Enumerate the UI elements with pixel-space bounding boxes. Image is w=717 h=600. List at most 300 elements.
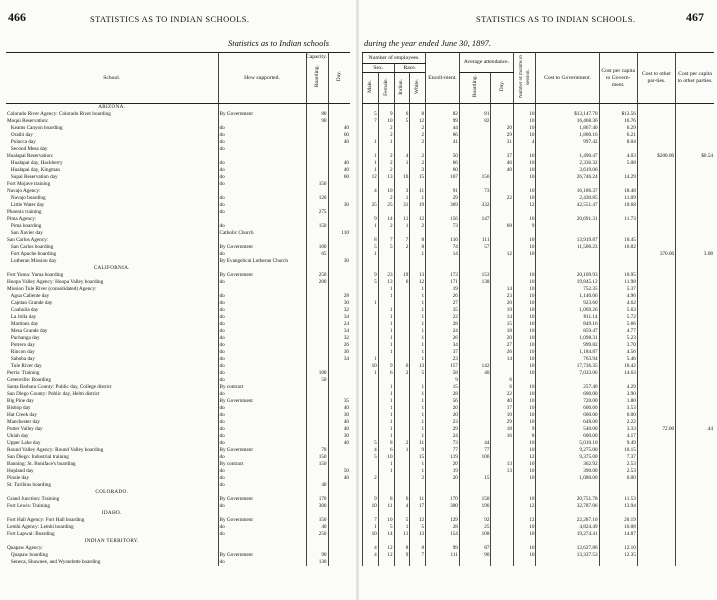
white: 1	[410, 251, 426, 258]
indian-header-label: Indian.	[398, 78, 405, 95]
cost-to-other-parties	[637, 363, 675, 370]
months-in-session: 10	[513, 132, 536, 139]
months-in-session: 10	[513, 272, 536, 279]
right-table-row	[363, 174, 715, 181]
capacity-boarding: 250	[306, 531, 328, 538]
day-header-label: Day.	[335, 71, 342, 82]
cost-to-other-parties	[637, 300, 675, 307]
attendance-day	[491, 440, 514, 447]
female: 1	[378, 293, 394, 300]
capacity-boarding	[306, 230, 328, 237]
right-table-row	[363, 153, 715, 160]
empty-cell	[218, 489, 306, 496]
attendance-day: 13	[491, 468, 514, 475]
how-supported: By Government	[218, 552, 306, 559]
capacity-day	[328, 482, 350, 489]
left-table-row	[6, 496, 350, 503]
per-capita-government: 2.53	[599, 468, 637, 475]
attendance-day: 14	[491, 314, 514, 321]
how-supported	[218, 118, 306, 125]
capacity-boarding: 120	[306, 195, 328, 202]
how-supported: do	[218, 524, 306, 531]
cost-to-government: 720.00	[536, 398, 599, 405]
per-capita-government: 3.33	[599, 426, 637, 433]
school-name: Fort Lewis: Training	[7, 503, 50, 509]
per-capita-government: 20.19	[599, 517, 637, 524]
months-in-session: 10	[513, 328, 536, 335]
attendance-boarding	[459, 195, 491, 202]
capacity-boarding: 130	[306, 559, 328, 566]
right-table-row	[363, 139, 715, 146]
enrollment: 73	[426, 223, 460, 230]
months-in-session	[513, 377, 536, 384]
cost-to-other-parties	[637, 342, 675, 349]
cost-other-header: Cost to other par-ties.	[637, 53, 675, 104]
left-table-row	[6, 349, 350, 356]
female	[378, 475, 394, 482]
school-name: Little Water day	[7, 202, 45, 208]
white: 1	[410, 461, 426, 468]
school-name: Hualapai day, Kingman	[7, 167, 60, 173]
per-capita-government: 16.82	[599, 244, 637, 251]
enrollment: 99	[426, 118, 460, 125]
attendance-day: 40	[491, 398, 514, 405]
attendance-boarding	[459, 559, 491, 566]
empty-cell	[459, 489, 491, 496]
school-name: Grand Junction: Training	[7, 496, 60, 502]
enrollment	[426, 258, 460, 265]
female	[378, 209, 394, 216]
white: 12	[410, 118, 426, 125]
attendance-boarding	[459, 223, 491, 230]
per-capita-other-parties	[676, 321, 714, 328]
female: 1	[378, 286, 394, 293]
school-name: Pima boarding	[7, 223, 42, 229]
school-name: Lemhi Agency: Lemhi boarding	[7, 524, 74, 530]
attendance-boarding	[459, 377, 491, 384]
how-supported: do	[218, 426, 306, 433]
cost-to-government: 5,010.10	[536, 440, 599, 447]
per-capita-other-parties	[676, 139, 714, 146]
right-table-row	[363, 370, 715, 377]
capacity-day: 40	[328, 167, 350, 174]
indian	[394, 454, 410, 461]
male: 25	[371, 202, 377, 208]
left-section-row	[6, 265, 350, 272]
left-table-row	[6, 251, 350, 258]
capacity-day	[328, 188, 350, 195]
cost-to-other-parties	[637, 195, 675, 202]
empty-cell	[410, 104, 426, 112]
female: 14	[378, 531, 394, 538]
empty-cell	[306, 265, 328, 272]
white: 1	[410, 342, 426, 349]
right-table-row	[363, 517, 715, 524]
per-capita-government: 5.66	[599, 321, 637, 328]
cost-to-other-parties	[637, 188, 675, 195]
months-header-label: Number of months in session.	[518, 55, 531, 98]
per-capita-other-parties	[676, 384, 714, 391]
attendance-day	[491, 545, 514, 552]
school-name: Hopland day	[7, 468, 34, 474]
capacity-day	[328, 223, 350, 230]
female: 1	[378, 328, 394, 335]
capacity-boarding	[306, 216, 328, 223]
indian: 1	[394, 524, 410, 531]
per-capita-government: 10.42	[599, 363, 637, 370]
school-name: Pinole day	[7, 475, 30, 481]
school-name: Mission Tule River (consolidated) Agency:	[7, 286, 97, 292]
female	[378, 300, 394, 307]
female: 5	[378, 524, 394, 531]
attendance-boarding: 73	[459, 188, 491, 195]
right-page	[358, 0, 717, 600]
months-in-session: 12	[513, 454, 536, 461]
male	[363, 559, 379, 566]
months-in-session: 4	[513, 139, 536, 146]
cost-to-other-parties	[637, 286, 675, 293]
per-capita-other-parties	[676, 307, 714, 314]
male	[363, 377, 379, 384]
capacity-boarding	[306, 433, 328, 440]
left-table-row	[6, 475, 350, 482]
male: 1	[374, 300, 377, 306]
attendance-boarding	[459, 230, 491, 237]
how-supported: By Government	[218, 272, 306, 279]
capacity-day: 28	[328, 293, 350, 300]
cost-to-other-parties	[637, 503, 675, 510]
cost-to-other-parties: 370.00	[637, 251, 675, 258]
enrollment: 156	[426, 216, 460, 223]
left-table-row	[6, 125, 350, 132]
empty-cell	[513, 510, 536, 517]
right-table-row	[363, 349, 715, 356]
empty-cell	[363, 538, 379, 545]
months-in-session: 10	[513, 545, 536, 552]
cost-to-other-parties	[637, 216, 675, 223]
empty-cell	[306, 538, 328, 545]
male: 12	[371, 174, 377, 180]
enrollment: 20	[426, 405, 460, 412]
attendance-day: 20	[491, 300, 514, 307]
left-table-row	[6, 237, 350, 244]
per-capita-other-parties	[676, 370, 714, 377]
right-table-row	[363, 496, 715, 503]
attendance-boarding	[459, 132, 491, 139]
cost-to-other-parties	[637, 181, 675, 188]
enrollment: 23	[426, 419, 460, 426]
indian	[394, 209, 410, 216]
empty-cell	[536, 104, 599, 112]
per-capita-government: 5.63	[599, 307, 637, 314]
how-supported: do	[218, 125, 306, 132]
school-name: Hualapai day, Hackberry	[7, 160, 63, 166]
capacity-boarding	[306, 300, 328, 307]
capacity-day	[328, 251, 350, 258]
cost-to-government: 9,275.00	[536, 447, 599, 454]
female: 9	[378, 363, 394, 370]
cost-to-government: 20,109.93	[536, 272, 599, 279]
male: 5	[374, 111, 377, 117]
capacity-boarding: 150	[306, 461, 328, 468]
indian: 8	[394, 545, 410, 552]
empty-cell	[378, 265, 394, 272]
attendance-day: 29	[491, 132, 514, 139]
female: 1	[378, 307, 394, 314]
white: 15	[410, 174, 426, 181]
indian	[394, 482, 410, 489]
how-supported: do	[218, 293, 306, 300]
months-in-session: 10	[513, 461, 536, 468]
cost-to-other-parties	[637, 293, 675, 300]
empty-cell	[328, 489, 350, 496]
right-table-row	[363, 475, 715, 482]
attendance-boarding	[459, 181, 491, 188]
cost-to-government: 19,845.12	[536, 279, 599, 286]
left-table-row	[6, 300, 350, 307]
indian	[394, 286, 410, 293]
cost-to-government: 859.47	[536, 328, 599, 335]
attendance-day	[491, 475, 514, 482]
left-page	[0, 0, 358, 600]
enrollment: 34	[426, 342, 460, 349]
right-table-row	[363, 118, 715, 125]
per-capita-other-parties	[676, 202, 714, 209]
capacity-day	[328, 279, 350, 286]
right-table-row	[363, 195, 715, 202]
empty-cell	[378, 538, 394, 545]
attendance-day: 22	[491, 391, 514, 398]
female	[378, 251, 394, 258]
cost-to-other-parties	[637, 125, 675, 132]
per-capita-other-parties	[676, 398, 714, 405]
capacity-boarding: 70	[306, 447, 328, 454]
empty-cell	[536, 510, 599, 517]
left-table-row	[6, 531, 350, 538]
male	[363, 405, 379, 412]
enrollment: 369	[426, 202, 460, 209]
empty-cell	[378, 510, 394, 517]
cost-to-other-parties	[637, 391, 675, 398]
female-header	[378, 73, 394, 104]
male: 4	[374, 188, 377, 194]
attendance-boarding	[459, 139, 491, 146]
empty-cell	[676, 538, 714, 545]
school-name: Pachanga day	[7, 335, 40, 341]
female: 2	[378, 160, 394, 167]
empty-cell	[513, 538, 536, 545]
per-capita-other-parties	[676, 482, 714, 489]
left-table-row	[6, 405, 350, 412]
white: 1	[410, 412, 426, 419]
enrollment: 26	[426, 335, 460, 342]
per-capita-government	[599, 167, 637, 174]
enrollment: 50	[426, 153, 460, 160]
attendance-boarding: 77	[459, 447, 491, 454]
attendance-boarding	[459, 342, 491, 349]
female: 1	[378, 426, 394, 433]
capacity-day	[328, 111, 350, 118]
per-capita-other-parties	[676, 475, 714, 482]
right-table-row	[363, 328, 715, 335]
per-capita-government: 3.70	[599, 342, 637, 349]
white: 1	[410, 468, 426, 475]
per-capita-other-parties	[676, 118, 714, 125]
male: 4	[374, 545, 377, 551]
white: 1	[410, 398, 426, 405]
per-capita-other-parties	[676, 272, 714, 279]
indian	[394, 475, 410, 482]
school-name: Greenville: Boarding	[7, 377, 51, 383]
empty-cell	[536, 538, 599, 545]
empty-cell	[676, 510, 714, 517]
enrollment: 173	[426, 272, 460, 279]
male	[363, 391, 379, 398]
capacity-boarding	[306, 321, 328, 328]
left-table-row	[6, 335, 350, 342]
capacity-day	[328, 461, 350, 468]
indian	[394, 258, 410, 265]
attendance-day	[491, 111, 514, 118]
left-table-row	[6, 482, 350, 489]
capacity-boarding: 100	[306, 370, 328, 377]
capacity-day: 30	[328, 300, 350, 307]
per-capita-other-parties	[676, 454, 714, 461]
right-table-row	[363, 426, 715, 433]
school-name: Moqui Reservation:	[7, 118, 49, 124]
boarding-header-label: Boarding.	[313, 65, 320, 88]
capacity-day: 24	[328, 321, 350, 328]
male: 7	[374, 118, 377, 124]
right-section-row	[363, 104, 715, 112]
attendance-boarding: 196	[459, 503, 491, 510]
female: 1	[378, 461, 394, 468]
cost-to-government	[536, 230, 599, 237]
white: 11	[410, 496, 426, 503]
white	[410, 258, 426, 265]
attendance-day	[491, 230, 514, 237]
right-table-row	[363, 419, 715, 426]
cost-to-other-parties	[637, 118, 675, 125]
school-name: Hat Creek day	[7, 412, 37, 418]
empty-cell	[363, 104, 379, 112]
male	[363, 125, 379, 132]
per-capita-other-parties: 3.08	[676, 251, 714, 258]
per-capita-government: 11.53	[599, 496, 637, 503]
how-supported: do	[218, 195, 306, 202]
months-in-session	[513, 146, 536, 153]
right-table-row	[363, 384, 715, 391]
per-capita-government: 4.03	[599, 153, 637, 160]
female	[378, 482, 394, 489]
capacity-boarding: 100	[306, 244, 328, 251]
capacity-boarding	[306, 335, 328, 342]
cost-to-other-parties	[637, 146, 675, 153]
employees-header: Number of employees.	[363, 53, 426, 64]
per-capita-other-parties: .44	[676, 426, 714, 433]
indian	[394, 405, 410, 412]
per-capita-government: 18.48	[599, 188, 637, 195]
left-section-row	[6, 510, 350, 517]
how-supported: do	[218, 209, 306, 216]
capacity-day	[328, 377, 350, 384]
white: 1	[410, 405, 426, 412]
female	[378, 559, 394, 566]
months-in-session: 10	[513, 384, 536, 391]
enrollment: 82	[426, 111, 460, 118]
per-capita-government: 12.10	[599, 545, 637, 552]
months-in-session: 10	[513, 307, 536, 314]
attendance-day	[491, 181, 514, 188]
attendance-boarding-label: Boarding.	[471, 75, 478, 98]
indian	[394, 181, 410, 188]
attendance-boarding: 138	[459, 279, 491, 286]
male	[363, 307, 379, 314]
cost-to-government: 1,184.87	[536, 349, 599, 356]
white: 1	[410, 335, 426, 342]
female: 1	[378, 468, 394, 475]
attendance-boarding	[459, 160, 491, 167]
per-capita-government: 8.04	[599, 139, 637, 146]
cost-to-other-parties	[637, 307, 675, 314]
white: 9	[410, 447, 426, 454]
enrollment: 171	[426, 279, 460, 286]
school-name: Fort Yuma: Yuma boarding	[7, 272, 64, 278]
right-table-row	[363, 461, 715, 468]
months-in-session: 10	[513, 447, 536, 454]
per-capita-other-parties	[676, 195, 714, 202]
enroll-header: Enroll-ment.	[426, 53, 460, 104]
cost-to-other-parties	[637, 132, 675, 139]
attendance-day	[491, 118, 514, 125]
school-name: Manchester day	[7, 419, 40, 425]
per-capita-government: 1.80	[599, 398, 637, 405]
attendance-boarding	[459, 391, 491, 398]
school-name: Phoenix training	[7, 209, 42, 215]
per-capita-government: 3.53	[599, 405, 637, 412]
left-table-row	[6, 391, 350, 398]
attendance-boarding	[459, 146, 491, 153]
attendance-day: 68	[491, 223, 514, 230]
cost-to-government: 11,506.23	[536, 244, 599, 251]
how-supported: do	[218, 377, 306, 384]
enrollment: 29	[426, 426, 460, 433]
months-in-session	[513, 181, 536, 188]
per-capita-other-parties	[676, 405, 714, 412]
empty-cell	[218, 265, 306, 272]
male: 1	[374, 167, 377, 173]
attendance-boarding	[459, 286, 491, 293]
empty-cell	[491, 104, 514, 112]
school-name: St. Turibius boarding	[7, 482, 51, 488]
right-table-row	[363, 433, 715, 440]
capacity-day	[328, 118, 350, 125]
attendance-day: 6	[491, 384, 514, 391]
female: 9	[378, 111, 394, 118]
female: 1	[378, 412, 394, 419]
attendance-day	[491, 531, 514, 538]
how-supported: do	[218, 342, 306, 349]
cost-to-government: 600.00	[536, 412, 599, 419]
how-supported: do	[218, 440, 306, 447]
female: 23	[378, 272, 394, 279]
left-table-row	[6, 412, 350, 419]
school-name: Pima Agency:	[7, 216, 37, 222]
female: 2	[378, 195, 394, 202]
per-capita-other-parties	[676, 545, 714, 552]
white: 2	[410, 223, 426, 230]
indian: 3	[394, 188, 410, 195]
